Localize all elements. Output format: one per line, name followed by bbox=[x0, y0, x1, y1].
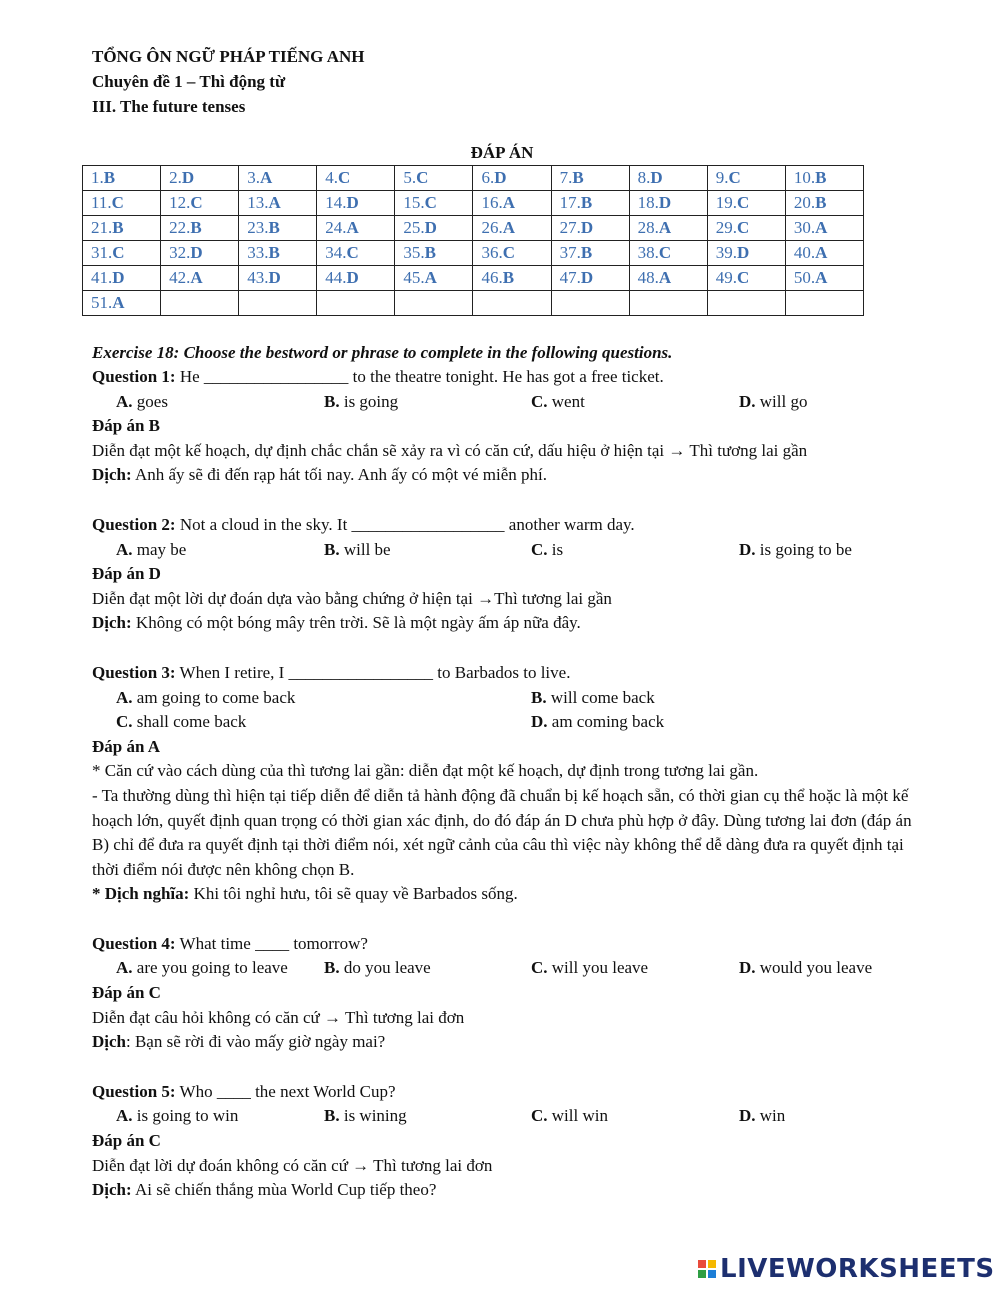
answer-key-row bbox=[83, 216, 864, 241]
answer-key-cell: 34.C bbox=[317, 241, 395, 266]
answer-key-cell: 45.A bbox=[395, 266, 473, 291]
answer-key-cell bbox=[395, 291, 473, 316]
answer-key-cell: 41.D bbox=[83, 266, 161, 291]
translation-4: Dịch: Bạn sẽ rời đi vào mấy giờ ngày mai? bbox=[92, 1032, 386, 1052]
answer-key-cell: 39.D bbox=[707, 241, 785, 266]
answer-key-cell: 44.D bbox=[317, 266, 395, 291]
answer-key-cell: 22.B bbox=[161, 216, 239, 241]
question-2: Question 2: Not a cloud in the sky. It __________________ another warm day. bbox=[92, 514, 635, 534]
explanation-3b: - Ta thường dùng thì hiện tại tiếp diễn để diễn tả hành động đã chuẩn bị kế hoạch sẵn, có thời gian cụ thể hoặc là một kế hoạch lớn, quyết định quan trọng có thời gian xác định, do đó đáp án D chưa phù hợp ở đây. Dùng tương lai đơn (đáp án B) chỉ để đưa ra quyết định tại thời điểm nói, xét ngữ cảnh của câu thì việc này không thể dễ dàng đưa ra quyết định tại thời điểm nói được nên không chọn B. bbox=[92, 785, 912, 879]
answer-key-cell: 23.B bbox=[239, 216, 317, 241]
answer-key-cell bbox=[317, 291, 395, 316]
answer-key-cell: 49.C bbox=[707, 266, 785, 291]
answer-key-cell: 18.D bbox=[629, 191, 707, 216]
answer-key-cell: 5.C bbox=[395, 166, 473, 191]
answer-key-row bbox=[83, 191, 864, 216]
question-3-options-row1: A. am going to come back B. will come back bbox=[116, 687, 655, 707]
answer-key-cell: 28.A bbox=[629, 216, 707, 241]
answer-key-row bbox=[83, 291, 864, 316]
answer-key-cell: 6.D bbox=[473, 166, 551, 191]
answer-key-cell: 32.D bbox=[161, 241, 239, 266]
answer-key-cell: 7.B bbox=[551, 166, 629, 191]
answer-key-row bbox=[83, 266, 864, 291]
answer-key-cell: 11.C bbox=[83, 191, 161, 216]
liveworksheets-logo bbox=[698, 1254, 995, 1284]
explanation-4: Diễn đạt câu hỏi không có căn cứ → Thì tương lai đơn bbox=[92, 1007, 465, 1027]
explanation-2: Diễn đạt một lời dự đoán dựa vào bằng chứng ở hiện tại →Thì tương lai gần bbox=[92, 588, 612, 608]
answer-5: Đáp án C bbox=[92, 1131, 161, 1151]
explanation-1: Diễn đạt một kế hoạch, dự định chắc chắn sẽ xảy ra vì có căn cứ, dấu hiệu ở hiện tại → Thì tương lai gần bbox=[92, 440, 808, 460]
answer-key-cell: 14.D bbox=[317, 191, 395, 216]
doc-subtitle: Chuyên đề 1 – Thì động từ bbox=[92, 72, 286, 91]
answer-key-cell: 27.D bbox=[551, 216, 629, 241]
answer-key-table bbox=[82, 165, 864, 316]
question-3: Question 3: When I retire, I _________________ to Barbados to live. bbox=[92, 662, 571, 682]
answer-key-cell: 33.B bbox=[239, 241, 317, 266]
answer-key-cell: 2.D bbox=[161, 166, 239, 191]
answer-key-cell: 36.C bbox=[473, 241, 551, 266]
answer-1: Đáp án B bbox=[92, 416, 161, 436]
answer-key-cell bbox=[161, 291, 239, 316]
answer-key-cell bbox=[785, 291, 863, 316]
answer-key-cell bbox=[707, 291, 785, 316]
answer-key-cell: 29.C bbox=[707, 216, 785, 241]
logo-text: LIVEWORKSHEETS bbox=[720, 1254, 995, 1284]
exercise-title: Exercise 18: Choose the bestword or phrase to complete in the following questions. bbox=[92, 343, 673, 362]
question-3-options-row2: C. shall come back D. am coming back bbox=[116, 712, 665, 732]
answer-key-cell: 37.B bbox=[551, 241, 629, 266]
question-1-options: A. goes B. is going C. went D. will go bbox=[116, 391, 808, 411]
answer-key-cell: 24.A bbox=[317, 216, 395, 241]
answer-key-cell: 42.A bbox=[161, 266, 239, 291]
answer-key-cell: 25.D bbox=[395, 216, 473, 241]
answer-key-cell: 19.C bbox=[707, 191, 785, 216]
answer-key-cell: 50.A bbox=[785, 266, 863, 291]
answer-key-cell: 31.C bbox=[83, 241, 161, 266]
answer-key-cell: 51.A bbox=[83, 291, 161, 316]
explanation-3a: * Căn cứ vào cách dùng của thì tương lai gần: diễn đạt một kế hoạch, dự định trong tương lai gần. bbox=[92, 761, 759, 781]
answer-key-row bbox=[83, 241, 864, 266]
answer-key-cell: 35.B bbox=[395, 241, 473, 266]
answer-key-cell: 10.B bbox=[785, 166, 863, 191]
question-4-options: A. are you going to leave B. do you leave C. will you leave D. would you leave bbox=[116, 958, 873, 978]
answer-key-cell bbox=[473, 291, 551, 316]
answer-3: Đáp án A bbox=[92, 736, 161, 756]
worksheet-page bbox=[92, 44, 922, 1203]
translation-5: Dịch: Ai sẽ chiến thắng mùa World Cup tiếp theo? bbox=[92, 1180, 437, 1200]
doc-section: III. The future tenses bbox=[92, 97, 246, 116]
answer-key-cell: 13.A bbox=[239, 191, 317, 216]
answer-key-cell: 26.A bbox=[473, 216, 551, 241]
answer-key-cell: 48.A bbox=[629, 266, 707, 291]
answer-key-cell: 12.C bbox=[161, 191, 239, 216]
answer-key-cell bbox=[629, 291, 707, 316]
question-1: Question 1: He _________________ to the theatre tonight. He has got a free ticket. bbox=[92, 367, 664, 386]
answer-key-title: ĐÁP ÁN bbox=[470, 143, 534, 162]
answer-key-cell: 15.C bbox=[395, 191, 473, 216]
answer-key-row bbox=[83, 166, 864, 191]
answer-key-cell: 4.C bbox=[317, 166, 395, 191]
answer-key-cell bbox=[239, 291, 317, 316]
answer-key-cell: 17.B bbox=[551, 191, 629, 216]
answer-key-cell: 1.B bbox=[83, 166, 161, 191]
answer-key-cell: 9.C bbox=[707, 166, 785, 191]
translation-2: Dịch: Không có một bóng mây trên trời. Sẽ là một ngày ấm áp nữa đây. bbox=[92, 613, 581, 633]
answer-key-cell: 8.D bbox=[629, 166, 707, 191]
answer-2: Đáp án D bbox=[92, 564, 161, 584]
translation-3: * Dịch nghĩa: Khi tôi nghỉ hưu, tôi sẽ quay về Barbados sống. bbox=[92, 884, 518, 904]
answer-key-cell: 16.A bbox=[473, 191, 551, 216]
doc-title: TỔNG ÔN NGỮ PHÁP TIẾNG ANH bbox=[92, 47, 365, 66]
answer-key-cell: 43.D bbox=[239, 266, 317, 291]
answer-key-cell: 21.B bbox=[83, 216, 161, 241]
answer-key-cell: 46.B bbox=[473, 266, 551, 291]
answer-key-cell: 30.A bbox=[785, 216, 863, 241]
question-5: Question 5: Who ____ the next World Cup? bbox=[92, 1081, 396, 1101]
question-5-options: A. is going to win B. is wining C. will win D. win bbox=[116, 1106, 786, 1126]
explanation-5: Diễn đạt lời dự đoán không có căn cứ → Thì tương lai đơn bbox=[92, 1155, 493, 1175]
answer-key-cell bbox=[551, 291, 629, 316]
question-2-options: A. may be B. will be C. is D. is going to be bbox=[116, 539, 852, 559]
answer-key-cell: 20.B bbox=[785, 191, 863, 216]
answer-key-cell: 47.D bbox=[551, 266, 629, 291]
answer-key-cell: 3.A bbox=[239, 166, 317, 191]
logo-blocks-icon bbox=[698, 1260, 716, 1278]
question-4: Question 4: What time ____ tomorrow? bbox=[92, 933, 368, 953]
answer-key-cell: 38.C bbox=[629, 241, 707, 266]
answer-4: Đáp án C bbox=[92, 983, 161, 1003]
answer-key-cell: 40.A bbox=[785, 241, 863, 266]
translation-1: Dịch: Anh ấy sẽ đi đến rạp hát tối nay. Anh ấy có một vé miễn phí. bbox=[92, 465, 547, 485]
